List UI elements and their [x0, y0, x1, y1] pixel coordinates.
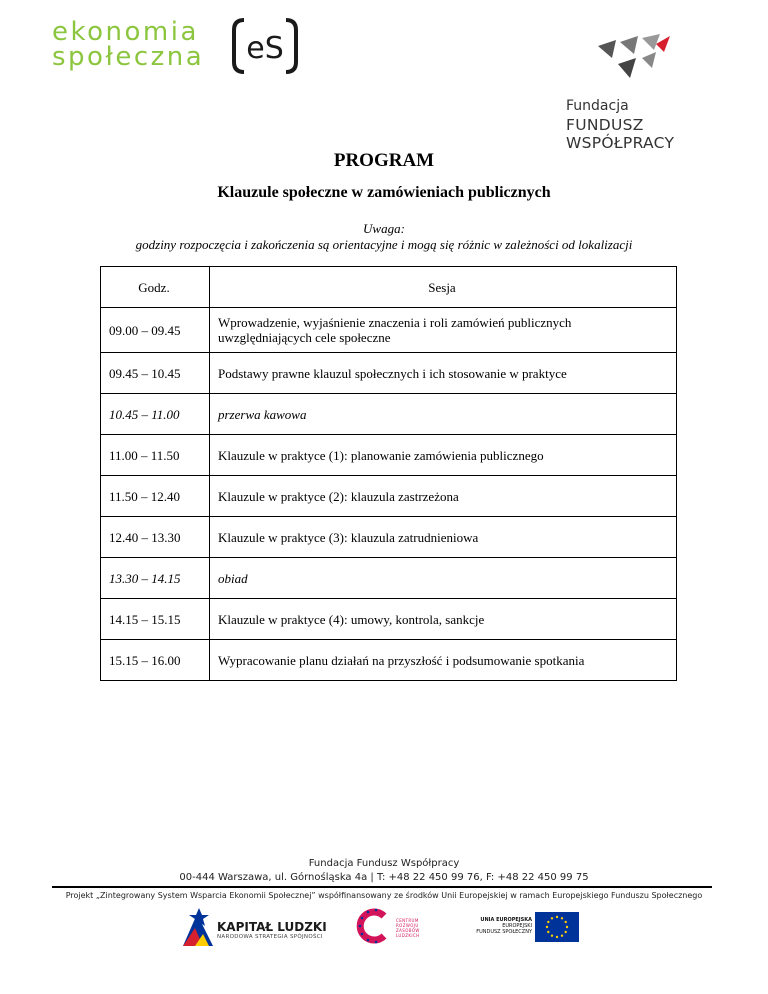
eu-flag-icon — [535, 912, 579, 942]
program-table — [100, 266, 677, 681]
note-label: Uwaga: — [363, 221, 405, 236]
eu-line1: UNIA EUROPEJSKA — [480, 917, 532, 923]
row-time: 11.50 – 12.40 — [101, 476, 210, 517]
es-logo-line2: społeczna — [52, 42, 205, 72]
row-session: przerwa kawowa — [210, 394, 677, 435]
kapital-ludzki-logo — [183, 906, 333, 946]
table-row — [101, 640, 677, 681]
row-time: 13.30 – 14.15 — [101, 558, 210, 599]
table-row — [101, 476, 677, 517]
crzl-line: CENTRUM — [396, 918, 419, 923]
header-time: Godz. — [101, 267, 210, 308]
row-time: 14.15 – 15.15 — [101, 599, 210, 640]
table-header-row — [101, 267, 677, 308]
fundusz-wspolpracy-logo — [560, 34, 720, 152]
row-session-line2: uwzględniających cele społeczne — [218, 330, 391, 345]
row-time: 09.00 – 09.45 — [101, 308, 210, 353]
row-time: 09.45 – 10.45 — [101, 353, 210, 394]
page-title: PROGRAM — [333, 150, 435, 171]
page-subtitle: Klauzule społeczne w zamówieniach publicznych — [217, 184, 551, 201]
foundation-label: Fundacja — [566, 98, 629, 114]
table-row — [101, 353, 677, 394]
crzl-line: LUDZKICH — [396, 933, 420, 938]
crzl-icon — [356, 908, 392, 944]
arrows-icon — [598, 34, 698, 88]
crzl-line: ROZWOJU — [396, 923, 419, 928]
kl-subtitle: NARODOWA STRATEGIA SPÓJNOŚCI — [217, 934, 323, 940]
row-time: 15.15 – 16.00 — [101, 640, 210, 681]
table-row — [101, 435, 677, 476]
note-text: godziny rozpoczęcia i zakończenia są orientacyjne i mogą się różnic w zależności od lokalizacji — [135, 237, 633, 252]
row-session: obiad — [210, 558, 677, 599]
es-logo-line1: ekonomia — [52, 17, 199, 47]
eu-text — [466, 917, 532, 935]
footer-divider — [52, 886, 712, 888]
eu-line3: FUNDUSZ SPOŁECZNY — [476, 929, 532, 935]
es-mark-text: eS — [246, 31, 284, 66]
footer-address: 00-444 Warszawa, ul. Górnośląska 4a | T: +48 22 450 99 76, F: +48 22 450 99 75 — [179, 872, 589, 883]
crzl-line: ZASOBÓW — [396, 928, 420, 933]
kl-title: KAPITAŁ LUDZKI — [217, 920, 327, 934]
foundation-name: FUNDUSZ WSPÓŁPRACY — [566, 116, 675, 152]
row-session: Wypracowanie planu działań na przyszłość i podsumowanie spotkania — [210, 640, 677, 681]
footer-project-note: Projekt „Zintegrowany System Wsparcia Ekonomii Społecznej” współfinansowany ze środków Unii Europejskiej w ramach Europejskiego Funduszu Społecznego — [65, 891, 703, 900]
table-row — [101, 599, 677, 640]
row-session-line1: Wprowadzenie, wyjaśnienie znaczenia i roli zamówień publicznych — [218, 315, 572, 330]
table-row — [101, 394, 677, 435]
crzl-logo — [356, 908, 446, 948]
row-session — [210, 308, 677, 353]
table-row — [101, 558, 677, 599]
header-session: Sesja — [210, 267, 677, 308]
crzl-text — [396, 918, 420, 938]
table-row — [101, 308, 677, 353]
es-mark-icon — [232, 18, 298, 74]
row-time: 10.45 – 11.00 — [101, 394, 210, 435]
row-time: 12.40 – 13.30 — [101, 517, 210, 558]
eu-line2: EUROPEJSKI — [502, 923, 532, 929]
row-session: Klauzule w praktyce (1): planowanie zamówienia publicznego — [210, 435, 677, 476]
table-row — [101, 517, 677, 558]
footer-organization: Fundacja Fundusz Współpracy — [308, 858, 460, 869]
row-session: Klauzule w praktyce (4): umowy, kontrola, sankcje — [210, 599, 677, 640]
row-session: Klauzule w praktyce (3): klauzula zatrudnieniowa — [210, 517, 677, 558]
kapital-ludzki-icon — [183, 906, 213, 946]
row-session: Podstawy prawne klauzul społecznych i ich stosowanie w praktyce — [210, 353, 677, 394]
row-session: Klauzule w praktyce (2): klauzula zastrzeżona — [210, 476, 677, 517]
row-time: 11.00 – 11.50 — [101, 435, 210, 476]
